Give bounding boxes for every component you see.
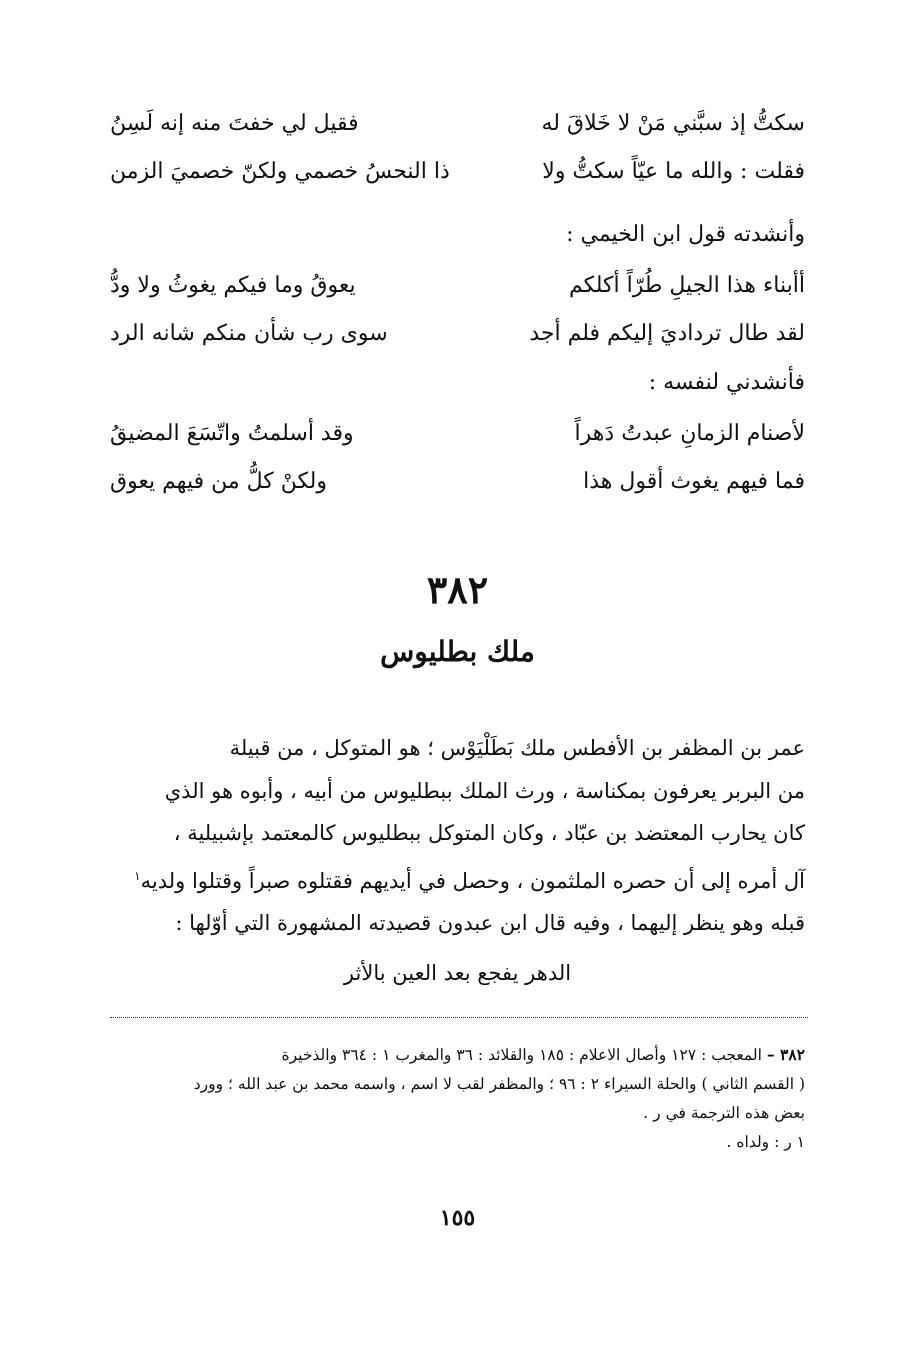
verse-first-hemistich: فقلت : والله ما عيّاً سكتُّ ولا <box>542 159 805 184</box>
verse-first-hemistich: فما فيهم يغوث أقول هذا <box>583 469 805 494</box>
poem-block <box>110 262 805 358</box>
poem-opening-line: الدهر يفجع بعد العين بالأثر <box>343 961 572 985</box>
poem-block <box>110 100 805 196</box>
verse <box>110 100 805 148</box>
verse-first-hemistich: لأصنام الزمانِ عبدتُ دَهراً <box>574 421 805 446</box>
body-line: كان يحارب المعتضد بن عبّاد ، وكان المتوكل ببطليوس كالمعتمد بإشبيلية ، <box>173 821 805 845</box>
verse-second-hemistich: سوى رب شأن منكم شانه الرد <box>110 321 388 346</box>
intro-line: وأنشدته قول ابن الخيمي : <box>566 222 805 247</box>
verse-first-hemistich: أأبناء هذا الجيلِ طُرّاً أكلكم <box>568 273 805 298</box>
body-line: من البربر يعرفون بمكناسة ، ورث الملك ببطليوس من أبيه ، وأبوه هو الذي <box>164 778 805 803</box>
page-number: ١٥٥ <box>439 1205 476 1231</box>
footnote-text: المعجب : ١٢٧ وأصال الاعلام : ١٨٥ والقلائد : ٣٦ والمغرب ١ : ٣٦٤ والذخيرة <box>281 1046 762 1064</box>
verse <box>110 410 805 458</box>
verse-first-hemistich: لقد طال ترداديَ إليكم فلم أجد <box>529 321 805 346</box>
body-line <box>110 855 805 903</box>
footnote-note: ١ ر : ولداه . <box>726 1133 805 1151</box>
entry-number: ٣٨٢ <box>426 567 489 612</box>
body-line: قبله وهو ينظر إليهما ، وفيه قال ابن عبدون قصيدته المشهورة التي أوّلها : <box>175 911 805 935</box>
verse-second-hemistich: فقيل لي خفتَ منه إنه لَسِنُ <box>110 111 359 136</box>
footnote-line: ( القسم الثاني ) والحلة السيراء ٢ : ٩٦ ؛ والمظفر لقب لا اسم ، واسمه محمد بن عبد الله ؛ وورد <box>193 1075 805 1093</box>
verse-second-hemistich: يعوقُ وما فيكم يغوثُ ولا ودُّ <box>110 273 356 298</box>
footnote-divider <box>110 1017 808 1018</box>
footnotes <box>105 1040 805 1157</box>
verse <box>110 148 805 196</box>
body-line-text: آل أمره إلى أن حصره الملثمون ، وحصل في أيديهم فقتلوه صبراً وقتلوا ولديه <box>140 868 805 893</box>
footnote-entry-ref: ٣٨٢ – <box>766 1045 805 1064</box>
verse-second-hemistich: ذا النحسُ خصمي ولكنّ خصميَ الزمن <box>110 159 450 184</box>
verse-second-hemistich: ولكنْ كلُّ من فيهم يعوق <box>110 469 327 494</box>
entry-title: ملك بطليوس <box>380 635 535 668</box>
verse <box>110 310 805 358</box>
entry-body <box>110 727 805 945</box>
footnote-line <box>105 1040 805 1070</box>
intro-line: فأنشدني لنفسه : <box>648 370 805 395</box>
footnote-line: بعض هذه الترجمة في ر . <box>643 1104 805 1122</box>
verse-first-hemistich: سكتُّ إذ سبَّني مَنْ لا خَلاقَ له <box>541 111 805 136</box>
verse-second-hemistich: وقد أسلمتُ واتّسَعَ المضيقُ <box>110 421 354 446</box>
verse <box>110 262 805 310</box>
footnote-marker: ١ <box>134 868 141 883</box>
body-line: عمر بن المظفر بن الأفطس ملك بَطَلْيَوْس ؛ هو المتوكل ، من قبيلة <box>229 736 805 760</box>
verse <box>110 458 805 506</box>
poem-block <box>110 410 805 506</box>
